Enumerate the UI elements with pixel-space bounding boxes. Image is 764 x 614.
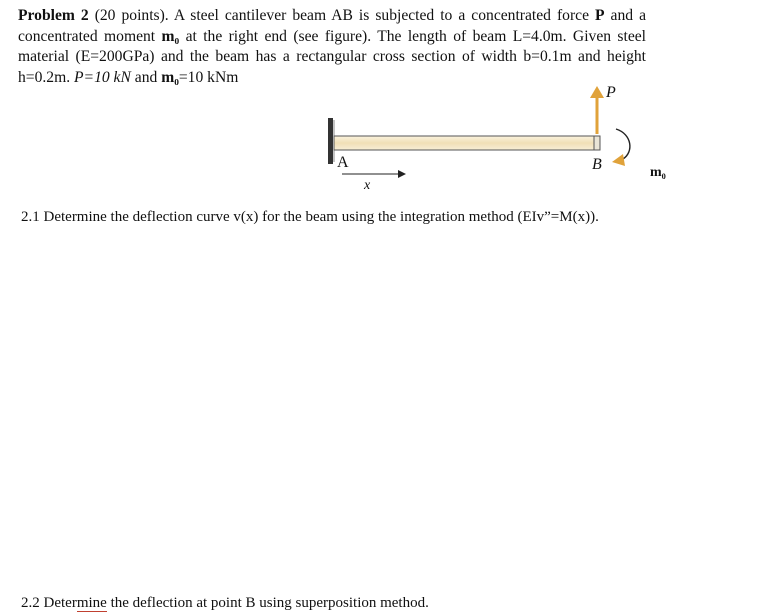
p-value: P=10 kN <box>74 68 131 86</box>
label-p: P <box>606 84 616 101</box>
beam-diagram <box>320 82 690 200</box>
question-2-2-end: the deflection at point B using superposition method. <box>106 595 429 611</box>
label-m0: m₀ <box>650 165 666 180</box>
moment-symbol: m₀ <box>161 27 180 45</box>
label-b: B <box>592 156 602 173</box>
problem-text-2: and a concentrated moment <box>18 7 646 45</box>
question-2-2-start: 2.2 Deter <box>21 595 77 611</box>
force-symbol: P <box>595 7 605 24</box>
problem-label: Problem 2 <box>18 7 89 24</box>
cantilever-figure <box>320 82 690 200</box>
question-2-1: 2.1 Determine the deflection curve v(x) for the beam using the integration method (EIv”=M(x)). <box>21 209 599 225</box>
m0-symbol: m₀ <box>161 68 179 86</box>
beam-end-cap <box>594 136 600 150</box>
x-axis-arrow-head <box>398 170 406 178</box>
label-x: x <box>364 178 371 193</box>
question-2-2-underlined: mine <box>76 595 107 611</box>
problem-text-3: at the right end (see figure). The length of beam L=4.0m. Given steel material (E=200GPa) and the beam has a rectangular cross section of width b=0.1m and height h=0.2m. <box>18 27 646 86</box>
problem-text-1: (20 points). A steel cantilever beam AB is subjected to a concentrated force <box>88 7 595 24</box>
force-arrow-head <box>590 86 604 98</box>
label-a: A <box>337 154 349 171</box>
beam <box>334 136 599 150</box>
problem-statement <box>18 6 646 88</box>
m0-value: =10 kNm <box>178 68 239 86</box>
question-2-2 <box>21 594 429 612</box>
problem-text-4: and <box>130 68 162 86</box>
moment-arrow-head <box>612 154 625 166</box>
fixed-wall <box>328 118 333 164</box>
